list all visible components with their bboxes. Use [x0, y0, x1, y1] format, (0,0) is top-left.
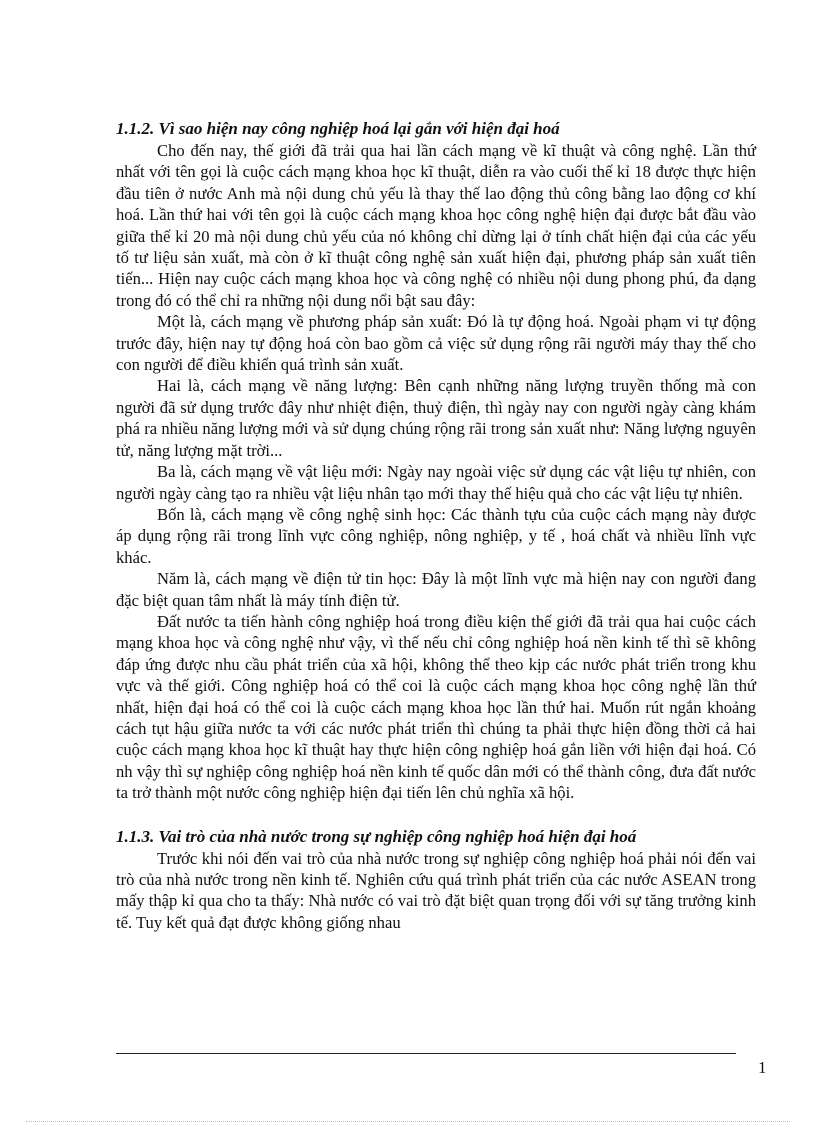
page-number: 1	[758, 1058, 767, 1077]
section-heading-1-1-3: 1.1.3. Vai trò của nhà nước trong sự nghiệp công nghiệp hoá hiện đại hoá	[116, 826, 637, 846]
paragraph: Cho đến nay, thế giới đã trải qua hai lần cách mạng về kĩ thuật và công nghệ. Lần thứ nhất với tên gọi là cuộc cách mạng khoa học kĩ thuật, diễn ra vào cuối thế kỉ 18 được thực hiện đầu tiên ở nước Anh mà nội dung chủ yếu là thay thế lao động thủ công bằng lao động cơ khí hoá. Lần thứ hai với tên gọi là cuộc cách mạng khoa học công nghệ hiện đại được bắt đầu vào giữa thế kỉ 20 mà nội dung chủ yếu của nó không chỉ dừng lại ở tính chất hiện đại của các yếu tố tư liệu sản xuất, mà còn ở kĩ thuật công nghệ sản xuất hiện đại, phương pháp sản xuất tiên tiến... Hiện nay cuộc cách mạng khoa học và công nghệ có nhiều nội dung phong phú, đa dạng trong đó có thể chỉ ra những nội dung nổi bật sau đây:	[116, 141, 756, 310]
paragraph: Bốn là, cách mạng về công nghệ sinh học: Các thành tựu của cuộc cách mạng này được áp dụng rộng rãi trong lĩnh vực công nghiệp, nông nghiệp, y tế , hoá chất và nhiều lĩnh vực khác.	[116, 504, 756, 567]
paragraph: Trước khi nói đến vai trò của nhà nước trong sự nghiệp công nghiệp hoá phải nói đến vai trò của nhà nước trong nền kinh tế. Nghiên cứu quá trình phát triển của các nước ASEAN trong mấy thập kỉ qua cho ta thấy: Nhà nước có vai trò đặt biệt quan trọng đối với sự tăng trưởng kinh tế. Tuy kết quả đạt được không giống nhau	[116, 848, 756, 932]
section-heading-1-1-2: 1.1.2. Vì sao hiện nay công nghiệp hoá lại gắn với hiện đại hoá	[116, 119, 560, 138]
footer-rule	[116, 1053, 736, 1054]
page-boundary-dotted-line	[26, 1121, 790, 1122]
paragraph: Một là, cách mạng về phương pháp sản xuất: Đó là tự động hoá. Ngoài phạm vi tự động trước đây, hiện nay tự động hoá còn bao gồm cả việc sử dụng rộng rãi người máy thay thế cho con người để điều khiển quá trình sản xuất.	[116, 312, 756, 375]
paragraph: Năm là, cách mạng về điện tử tin học: Đây là một lĩnh vực mà hiện nay con người đang đặc biệt quan tâm nhất là máy tính điện tử.	[116, 569, 756, 610]
document-page	[116, 118, 756, 933]
paragraph: Ba là, cách mạng về vật liệu mới: Ngày nay ngoài việc sử dụng các vật liệu tự nhiên, con người ngày càng tạo ra nhiều vật liệu nhân tạo mới thay thế hiệu quả cho các vật liệu tự nhiên.	[116, 462, 756, 503]
paragraph: Đất nước ta tiến hành công nghiệp hoá trong điều kiện thế giới đã trải qua hai cuộc cách mạng khoa học và công nghệ như vậy, vì thế nếu chỉ công nghiệp hoá nền kinh tế thì sẽ không đáp ứng được nhu cầu phát triển của xã hội, không thể theo kịp các nước phát triển trong khu vực và thế giới. Công nghiệp hoá có thể coi là cuộc cách mạng khoa học công nghệ lần thứ nhất, hiện đại hoá có thể coi là cuộc cách mạng khoa học lần thứ hai. Muốn rút ngắn khoảng cách tụt hậu giữa nước ta với các nước phát triển thì chúng ta phải thực hiện đồng thời cả hai cuộc cách mạng khoa học kĩ thuật hay thực hiện công nghiệp hoá gắn liền với hiện đại hoá. Có nh vậy thì sự nghiệp công nghiệp hoá nền kinh tế quốc dân mới có thể thành công, đưa đất nước ta trở thành một nước công nghiệp hiện đại tiến lên chủ nghĩa xã hội.	[116, 611, 756, 803]
section-spacer	[116, 804, 756, 826]
paragraph: Hai là, cách mạng về năng lượng: Bên cạnh những năng lượng truyền thống mà con người đã sử dụng trước đây như nhiệt điện, thuỷ điện, thì ngày nay con người ngày càng khám phá ra nhiều năng lượng mới và sử dụng chúng rộng rãi trong sản xuất như: Năng lượng nguyên tử, năng lượng mặt trời...	[116, 376, 756, 460]
